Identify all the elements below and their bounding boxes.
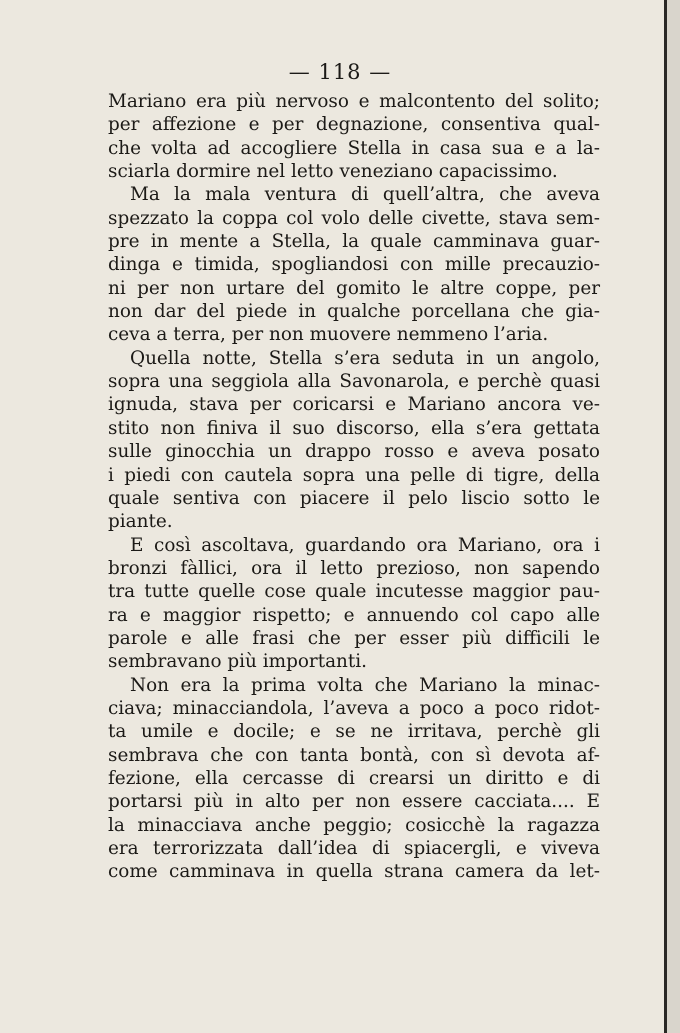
text-line: i piedi con cautela sopra una pelle di tigre, della [108, 464, 600, 486]
text-line: ta umile e docile; e se ne irritava, perchè gli [108, 721, 600, 743]
text-line: sembravano più importanti. [108, 651, 368, 673]
text-line: ceva a terra, per non muovere nemmeno l’aria. [108, 324, 549, 346]
text-line: come camminava in quella strana camera da let- [108, 861, 600, 883]
text-line: non dar del piede in qualche porcellana che gia- [108, 301, 600, 323]
text-line: Ma la mala ventura di quell’altra, che aveva [130, 184, 600, 206]
text-line: sembrava che con tanta bontà, con sì devota af- [108, 744, 600, 766]
page-edge-strip [667, 0, 680, 1033]
page-number: — 118 — [288, 60, 392, 84]
text-line: sciarla dormire nel letto veneziano capacissimo. [108, 161, 558, 183]
text-line: Quella notte, Stella s’era seduta in un angolo, [130, 347, 600, 369]
text-line: Non era la prima volta che Mariano la minac- [130, 674, 600, 696]
text-line: parole e alle frasi che per esser più difficili le [108, 627, 600, 649]
text-line: Mariano era più nervoso e malcontento del solito; [108, 91, 600, 112]
text-line: quale sentiva con piacere il pelo liscio sotto le [108, 487, 600, 509]
text-line: dinga e timida, spogliandosi con mille precauzio- [108, 254, 600, 276]
text-line: sopra una seggiola alla Savonarola, e perchè quasi [108, 371, 600, 393]
text-line: stito non finiva il suo discorso, ella s’era gettata [108, 417, 600, 439]
text-line: fezione, ella cercasse di crearsi un diritto e di [108, 767, 600, 789]
text-line: piante. [108, 511, 173, 533]
text-line: la minacciava anche peggio; cosicchè la ragazza [108, 814, 600, 836]
text-line: ni per non urtare del gomito le altre coppe, per [108, 277, 600, 299]
text-line: era terrorizzata dall’idea di spiacergli, e viveva [108, 838, 600, 859]
text-line: pre in mente a Stella, la quale camminava guar- [108, 231, 600, 253]
text-line: ciava; minacciandola, l’aveva a poco a poco ridot- [108, 697, 600, 719]
text-line: tra tutte quelle cose quale incutesse maggior pau- [108, 581, 600, 603]
text-line: bronzi fàllici, ora il letto prezioso, non sapendo [108, 557, 600, 579]
body-text [108, 90, 600, 884]
text-line: E così ascoltava, guardando ora Mariano, ora i [130, 534, 600, 556]
text-line: ignuda, stava per coricarsi e Mariano ancora ve- [108, 394, 600, 416]
text-line: per affezione e per degnazione, consentiva qual- [108, 114, 600, 136]
text-line: portarsi più in alto per non essere cacciata.... E [108, 791, 600, 813]
text-line: sulle ginocchia un drappo rosso e aveva posato [108, 441, 600, 463]
text-line: ra e maggior rispetto; e annuendo col capo alle [108, 604, 600, 626]
text-line: che volta ad accogliere Stella in casa sua e a la- [108, 137, 600, 159]
text-line: spezzato la coppa col volo delle civette, stava sem- [108, 207, 600, 229]
